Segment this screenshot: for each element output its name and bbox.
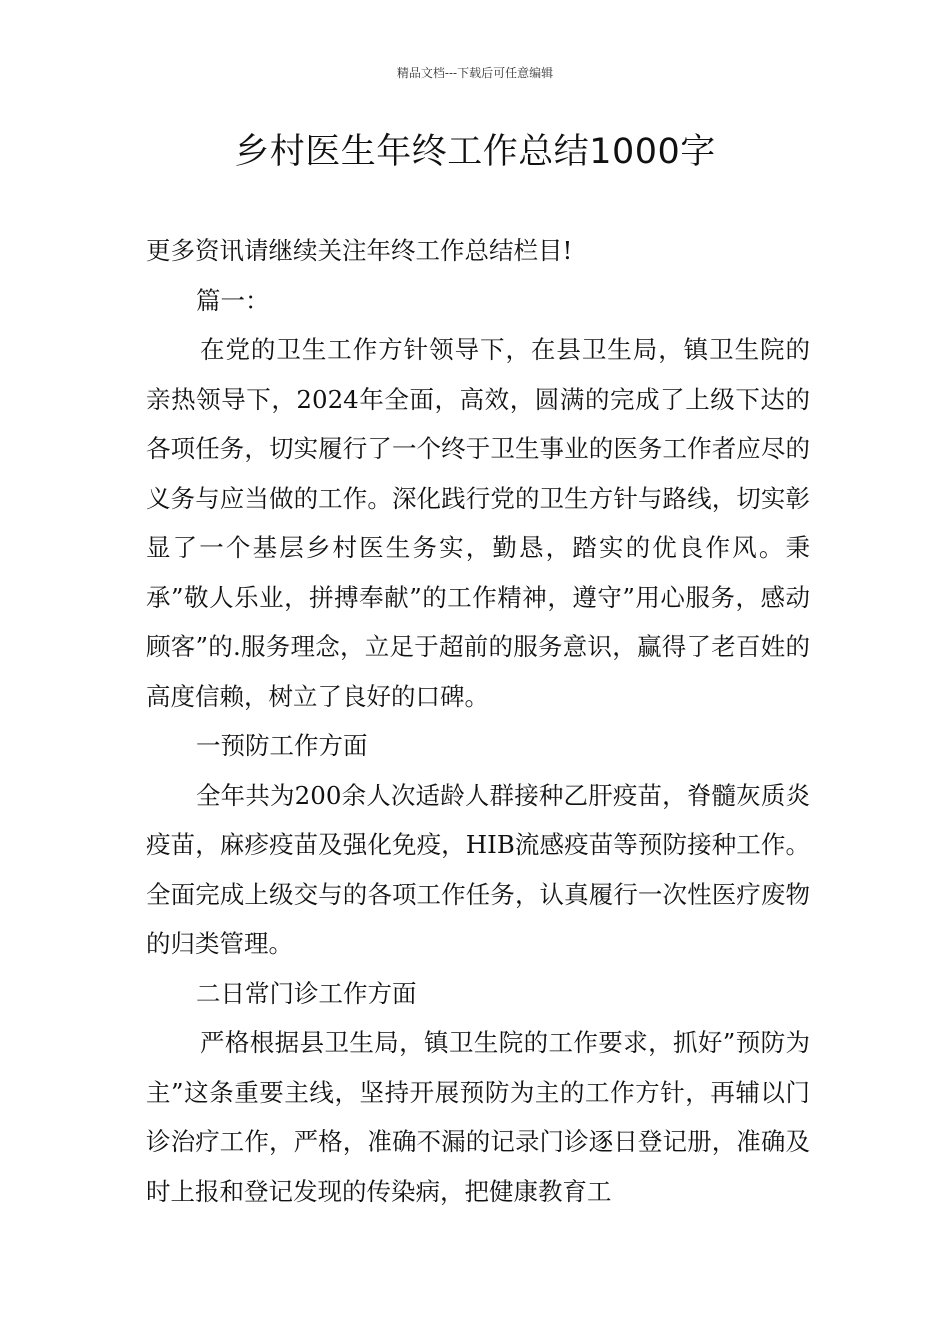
body-paragraph: 全年共为200余人次适龄人群接种乙肝疫苗，脊髓灰质炎疫苗，麻疹疫苗及强化免疫，HIB流感疫苗等预防接种工作。全面完成上级交与的各项工作任务，认真履行一次性医疗废物的归类管理。 (146, 780, 810, 958)
page-title: 乡村医生年终工作总结1000字 (234, 132, 716, 172)
intro-paragraph: 更多资讯请继续关注年终工作总结栏目! (146, 236, 573, 265)
header-note: 精品文档---下载后可任意编辑 (396, 66, 554, 80)
part-label: 篇一： (196, 285, 270, 315)
section-heading-outpatient: 二日常门诊工作方面 (196, 978, 417, 1008)
section-heading-prevention: 一预防工作方面 (196, 731, 368, 760)
document-body (146, 226, 810, 1216)
body-paragraph: 严格根据县卫生局，镇卫生院的工作要求，抓好”预防为主”这条重要主线，坚持开展预防为主的工作方针，再辅以门诊治疗工作，严格，准确不漏的记录门诊逐日登记册，准确及时上报和登记发现的传染病，把健康教育工 (146, 1028, 810, 1206)
body-paragraph: 在党的卫生工作方针领导下，在县卫生局，镇卫生院的亲热领导下，2024年全面，高效，圆满的完成了上级下达的各项任务，切实履行了一个终于卫生事业的医务工作者应尽的义务与应当做的工作。深化践行党的卫生方针与路线，切实彰显了一个基层乡村医生务实，勤恳，踏实的优良作风。秉承”敬人乐业，拼搏奉献”的工作精神，遵守”用心服务，感动顾客”的.服务理念，立足于超前的服务意识，赢得了老百姓的高度信赖，树立了良好的口碑。 (146, 335, 810, 711)
